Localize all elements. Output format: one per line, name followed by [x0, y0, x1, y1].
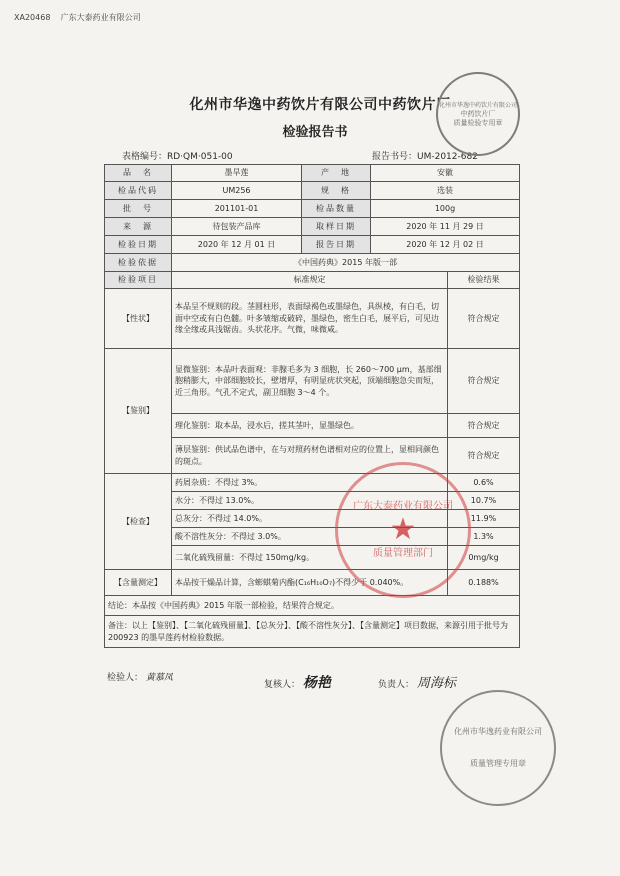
inspector-name: 黄慕凤: [145, 673, 173, 683]
doc-company: 广东大泰药业有限公司: [60, 13, 141, 22]
responsible-name: 周海标: [416, 676, 456, 691]
factory-inspection-seal: [436, 72, 520, 156]
so2-result: 0mg/kg: [448, 546, 520, 570]
row-column-headers: [105, 272, 520, 289]
row-code-spec: [105, 182, 520, 200]
result-header: 检验结果: [448, 272, 520, 289]
row-name-origin: [105, 165, 520, 182]
ash-result: 11.9%: [448, 510, 520, 528]
row-remark: [105, 616, 520, 648]
qty-value: 100g: [371, 200, 520, 218]
ash-standard: 总灰分：不得过 14.0%。: [172, 510, 448, 528]
qty-label: 检品数量: [302, 200, 371, 218]
inspector-signature: [107, 670, 173, 683]
reviewer-signature: [264, 672, 331, 692]
seal1-line1: 中药饮片厂: [460, 109, 496, 118]
seal2-ring-text: 广东大泰药业有限公司: [353, 501, 453, 512]
origin-label: 产 地: [302, 165, 371, 182]
row-source-sample-date: [105, 218, 520, 236]
seal1-line2: 质量检验专用章: [453, 118, 503, 127]
tlc-standard: 薄层鉴别：供试品色谱中，在与对照药材色谱相对应的位置上，显相同颜色的斑点。: [172, 438, 448, 474]
impurity-result: 0.6%: [448, 474, 520, 492]
report-number: 报告书号：UM-2012-682: [372, 152, 478, 162]
reviewer-name: 杨艳: [302, 675, 331, 691]
seal1-ring-text: 化州市华逸中药饮片有限公司: [438, 101, 517, 109]
source-value: 待包装产品库: [172, 218, 302, 236]
responsible-signature: [378, 672, 456, 691]
spec-label: 规 格: [302, 182, 371, 200]
report-date-label: 报告日期: [302, 236, 371, 254]
batch-label: 批 号: [105, 200, 172, 218]
ident-section-label: 【鉴别】: [105, 349, 172, 474]
assay-result: 0.188%: [448, 570, 520, 596]
inspector-label: 检验人：: [107, 673, 144, 683]
report-subtitle: 检验报告书: [282, 125, 348, 140]
row-trait: [105, 289, 520, 349]
acid-ash-standard: 酸不溶性灰分：不得过 3.0%。: [172, 528, 448, 546]
row-test-report-date: [105, 236, 520, 254]
row-conclusion: [105, 596, 520, 616]
impurity-standard: 药屑杂质：不得过 3%。: [172, 474, 448, 492]
conclusion: 结论：本品按《中国药典》2015 年版一部检验，结果符合规定。: [105, 596, 520, 616]
star-icon: ★: [389, 512, 417, 547]
name-value: 墨旱莲: [172, 165, 302, 182]
water-standard: 水分：不得过 13.0%。: [172, 492, 448, 510]
basis-value: 《中国药典》2015 年版一部: [172, 254, 520, 272]
micro-result: 符合规定: [448, 349, 520, 414]
seal3-ring-text: 化州市华逸药业有限公司: [454, 727, 542, 736]
chem-standard: 理化鉴别：取本品，浸水后，搓其茎叶，显墨绿色。: [172, 414, 448, 438]
source-label: 来 源: [105, 218, 172, 236]
batch-value: 201101-01: [172, 200, 302, 218]
assay-section-label: 【含量测定】: [105, 570, 172, 596]
item-header: 检验项目: [105, 272, 172, 289]
red-company-seal: [335, 462, 471, 598]
doc-header-line: [14, 12, 141, 23]
assay-standard: 本品按干燥品计算，含蟛蜞菊内酯(C₁₆H₁₀O₇)不得少于 0.040%。: [172, 570, 448, 596]
check-section-label: 【检查】: [105, 474, 172, 570]
chem-result: 符合规定: [448, 414, 520, 438]
origin-value: 安徽: [371, 165, 520, 182]
spec-value: 选装: [371, 182, 520, 200]
code-label: 检品代码: [105, 182, 172, 200]
tlc-result: 符合规定: [448, 438, 520, 474]
test-date-label: 检验日期: [105, 236, 172, 254]
name-label: 品 名: [105, 165, 172, 182]
sample-date-value: 2020 年 11 月 29 日: [371, 218, 520, 236]
report-date-value: 2020 年 12 月 02 日: [371, 236, 520, 254]
so2-standard: 二氧化硫残留量：不得过 150mg/kg。: [172, 546, 448, 570]
report-table: [104, 164, 520, 648]
trait-section-label: 【性状】: [105, 289, 172, 349]
form-number: 表格编号：RD·QM·051-00: [122, 152, 233, 162]
reviewer-label: 复核人：: [264, 680, 301, 690]
doc-id: XA20468: [14, 13, 51, 22]
seal2-line: 质量管理部门: [373, 548, 433, 559]
trait-result: 符合规定: [448, 289, 520, 349]
quality-management-seal: [440, 690, 556, 806]
standard-header: 标准规定: [172, 272, 448, 289]
water-result: 10.7%: [448, 492, 520, 510]
sample-date-label: 取样日期: [302, 218, 371, 236]
row-batch-qty: [105, 200, 520, 218]
row-assay: [105, 570, 520, 596]
code-value: UM256: [172, 182, 302, 200]
report-title: 化州市华逸中药饮片有限公司中药饮片厂: [189, 97, 451, 113]
seal3-line: 质量管理专用章: [470, 759, 526, 768]
acid-ash-result: 1.3%: [448, 528, 520, 546]
test-date-value: 2020 年 12 月 01 日: [172, 236, 302, 254]
remark: 备注：以上【鉴别】、【二氧化硫残留量】、【总灰分】、【酸不溶性灰分】、【含量测定】项目数据，来源引用于批号为 200923 的墨旱莲药材检验数据。: [105, 616, 520, 648]
trait-standard: 本品呈不规则的段。茎圆柱形，表面绿褐色或墨绿色，具纵棱，有白毛，切面中空或有白色髓。叶多皱缩或破碎，墨绿色，密生白毛，展平后，可见边缘全缘或具浅锯齿。头状花序。气微，味微咸。: [172, 289, 448, 349]
row-micro: [105, 349, 520, 414]
micro-standard: 显微鉴别：本品叶表面观：非腺毛多为 3 细胞，长 260～700 μm，基部细胞稍膨大，中部细胞较长，壁增厚，有明显疣状突起，顶端细胞急尖而短，近三角形。气孔不定式，副卫细胞 3～4 个。: [172, 349, 448, 414]
basis-label: 检验依据: [105, 254, 172, 272]
row-basis: [105, 254, 520, 272]
responsible-label: 负责人：: [378, 680, 415, 690]
